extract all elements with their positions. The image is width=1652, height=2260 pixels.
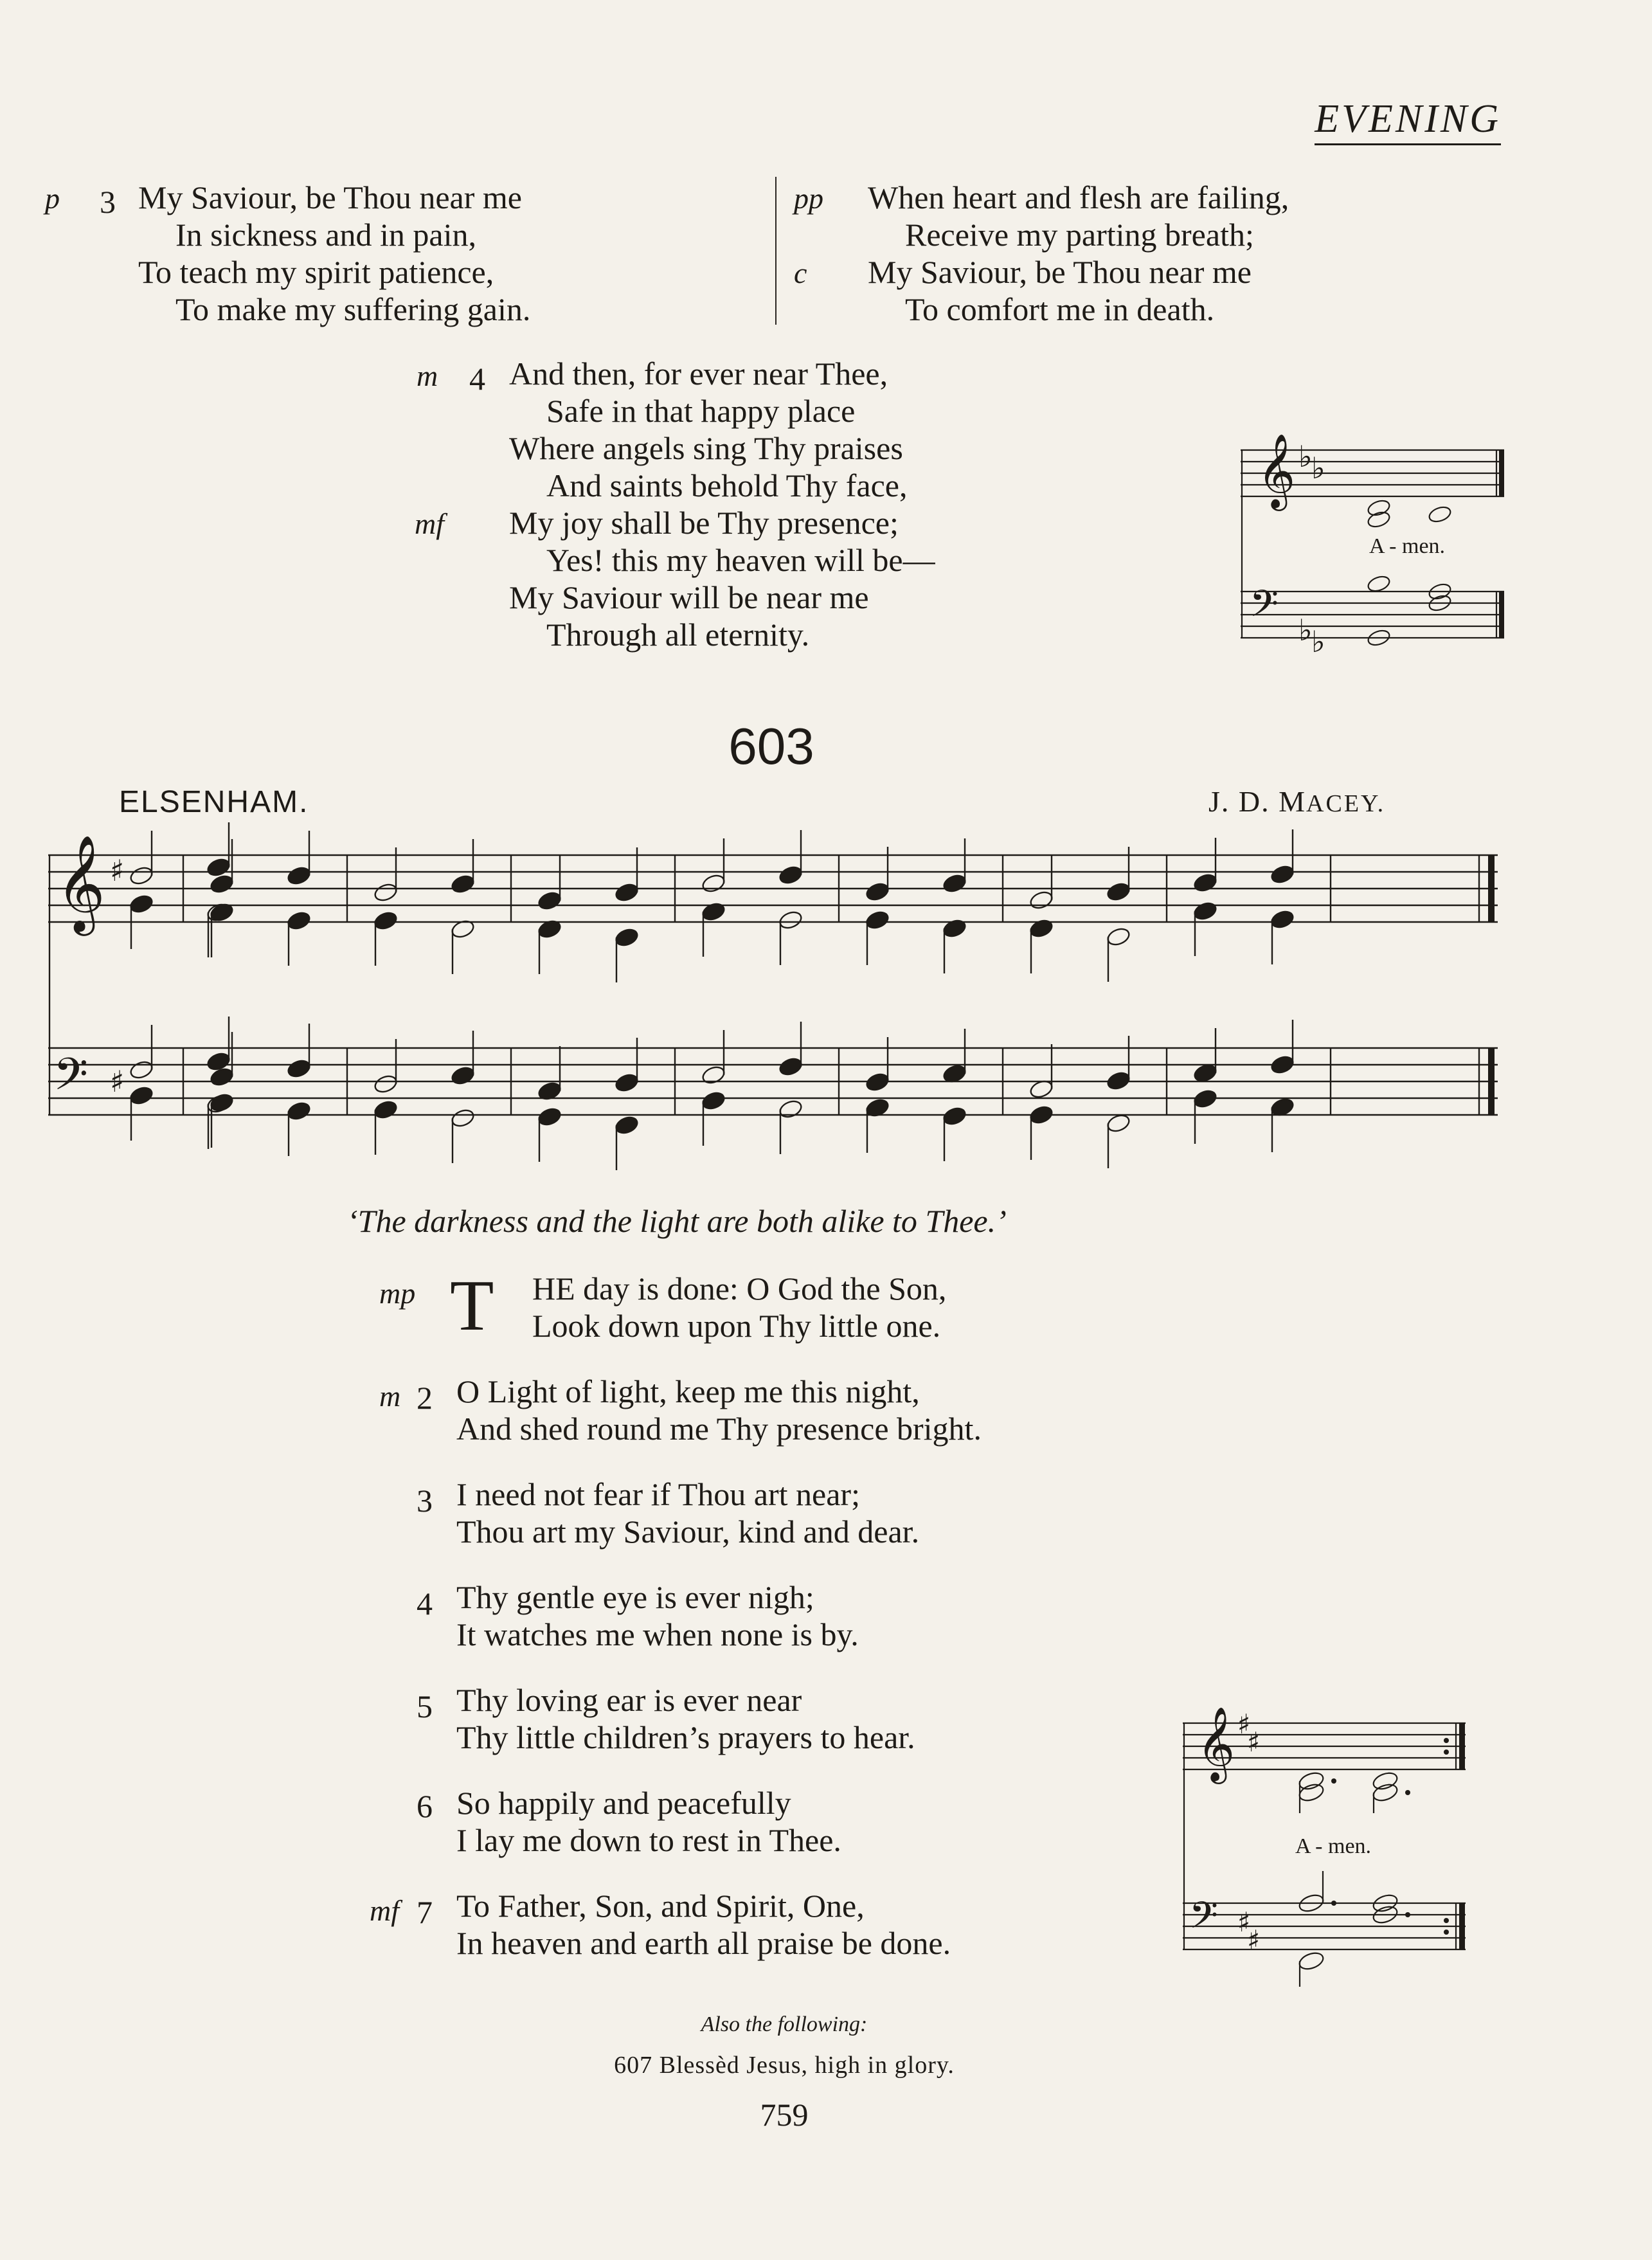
- epigraph: ‘The darkness and the light are both alike to Thee.’: [347, 1203, 1007, 1239]
- notehead: [1106, 881, 1131, 902]
- dynamic-mark: pp: [794, 182, 823, 215]
- verse-line: O Light of light, keep me this night,: [456, 1373, 920, 1409]
- stanza-2: [456, 1373, 982, 1447]
- svg-text:𝄢: 𝄢: [53, 1048, 89, 1111]
- notehead: [1270, 1054, 1295, 1075]
- notehead: [1028, 1104, 1054, 1125]
- notehead: [614, 881, 640, 903]
- svg-text:𝄞: 𝄞: [56, 834, 105, 932]
- stanza-number: 7: [417, 1894, 433, 1930]
- svg-text:♯: ♯: [110, 1064, 125, 1099]
- verse-line: My joy shall be Thy presence;: [509, 505, 899, 541]
- notehead: [942, 872, 967, 894]
- dynamic-mark: mf: [415, 507, 444, 540]
- stanza-3: [456, 1476, 919, 1550]
- notehead: [778, 909, 804, 930]
- stanza-prev-3: [138, 179, 530, 328]
- stanza-number: 6: [417, 1788, 433, 1824]
- verse-line: My Saviour, be Thou near me: [868, 254, 1252, 290]
- notehead: [701, 872, 726, 894]
- hymn-number: 603: [728, 718, 814, 775]
- verse-line: My Saviour will be near me: [509, 579, 869, 615]
- notehead: [1192, 900, 1218, 921]
- stanza-4: [456, 1578, 859, 1653]
- dynamic-mark: mf: [370, 1894, 399, 1927]
- verse-line: My Saviour, be Thou near me: [138, 179, 522, 215]
- notehead: [865, 1071, 890, 1092]
- verse-line: Thy little children’s prayers to hear.: [456, 1719, 915, 1755]
- notehead: [1270, 863, 1295, 885]
- notehead: [1028, 889, 1054, 910]
- also-following-label: Also the following:: [701, 2012, 868, 2036]
- amen-score: [1183, 1685, 1472, 1993]
- stanza-number: 4: [417, 1586, 433, 1622]
- notehead: [286, 1058, 312, 1079]
- dynamic-mark: m: [417, 359, 438, 392]
- notehead: [129, 1085, 154, 1106]
- stanza-5: [456, 1681, 915, 1756]
- tune-name: ELSENHAM.: [119, 785, 309, 819]
- notehead: [1106, 1070, 1131, 1091]
- svg-text:♯: ♯: [1237, 1708, 1251, 1740]
- dynamic-mark: c: [794, 257, 807, 289]
- verse-line: I need not fear if Thou art near;: [456, 1476, 860, 1512]
- verse-line: To make my suffering gain.: [175, 291, 531, 327]
- notehead: [701, 1064, 726, 1085]
- verse-line: Receive my parting breath;: [905, 217, 1254, 253]
- notehead: [450, 1107, 476, 1128]
- notehead: [129, 893, 154, 914]
- dynamic-mark: p: [45, 182, 60, 215]
- hymn-score: [48, 834, 1504, 1132]
- svg-text:♯: ♯: [1247, 1924, 1261, 1956]
- notehead: [778, 1098, 804, 1119]
- page-number: 759: [760, 2097, 809, 2133]
- notehead: [286, 910, 312, 931]
- also-following-item: 607 Blessèd Jesus, high in glory.: [614, 2052, 955, 2079]
- verse-line: Look down upon Thy little one.: [532, 1308, 941, 1344]
- notehead: [129, 1059, 154, 1080]
- notehead: [778, 864, 804, 885]
- notehead: [614, 1114, 640, 1135]
- verse-line: Where angels sing Thy praises: [509, 430, 903, 466]
- amen-score-prev: [1241, 433, 1511, 659]
- svg-text:♯: ♯: [1247, 1726, 1261, 1758]
- notehead: [129, 865, 154, 886]
- notehead: [1270, 909, 1295, 930]
- notehead: [286, 865, 312, 886]
- notehead: [373, 1073, 399, 1094]
- verse-line: In heaven and earth all praise be done.: [456, 1925, 951, 1961]
- notehead: [1106, 926, 1131, 947]
- verse-line: HE day is done: O God the Son,: [532, 1270, 947, 1306]
- verse-line: Safe in that happy place: [546, 393, 856, 429]
- notehead: [1192, 872, 1218, 893]
- notehead: [537, 1106, 562, 1127]
- amen-lyric: A - men.: [1369, 534, 1446, 558]
- verse-line: Thy loving ear is ever near: [456, 1682, 802, 1718]
- verse-line: It watches me when none is by.: [456, 1616, 859, 1652]
- stanza-1: [532, 1270, 946, 1344]
- notehead: [450, 873, 476, 894]
- verse-line: Thy gentle eye is ever nigh;: [456, 1579, 814, 1615]
- notehead: [865, 909, 890, 930]
- verse-line: I lay me down to rest in Thee.: [456, 1822, 841, 1858]
- dynamic-mark: mp: [379, 1277, 416, 1310]
- column-divider: [775, 177, 777, 325]
- svg-text:𝄢: 𝄢: [1189, 1894, 1219, 1946]
- notehead: [701, 901, 726, 922]
- verse-line: To Father, Son, and Spirit, One,: [456, 1888, 865, 1924]
- notehead: [373, 1099, 399, 1120]
- notehead: [209, 873, 235, 894]
- notehead: [1106, 1112, 1131, 1134]
- notehead: [373, 881, 399, 903]
- stanza-prev-4: [509, 355, 935, 653]
- notehead: [1192, 1088, 1218, 1109]
- svg-text:♯: ♯: [1237, 1906, 1251, 1938]
- composer-surname: ACEY.: [1306, 790, 1386, 817]
- notehead: [942, 1105, 967, 1126]
- stanza-number: 3: [100, 184, 116, 220]
- stanza-6: [456, 1784, 841, 1859]
- notehead: [1192, 1062, 1218, 1083]
- svg-text:𝄢: 𝄢: [1250, 582, 1279, 635]
- dynamic-mark: m: [379, 1380, 401, 1413]
- svg-text:𝄞: 𝄞: [1197, 1706, 1235, 1781]
- composer-initials: J. D. M: [1208, 785, 1307, 818]
- stanza-7: [456, 1887, 951, 1962]
- svg-text:♯: ♯: [110, 853, 125, 888]
- drop-cap: T: [450, 1266, 494, 1346]
- verse-line: To teach my spirit patience,: [138, 254, 494, 290]
- notehead: [778, 1056, 804, 1077]
- notehead: [537, 890, 562, 911]
- notehead: [865, 881, 890, 902]
- verse-line: In sickness and in pain,: [175, 217, 476, 253]
- notehead: [614, 927, 640, 948]
- verse-line: To comfort me in death.: [905, 291, 1215, 327]
- notehead: [450, 1065, 476, 1086]
- notehead: [701, 1090, 726, 1111]
- stanza-prev-3-continued: [868, 179, 1289, 328]
- notehead: [614, 1072, 640, 1093]
- notehead: [1028, 918, 1054, 939]
- verse-line: And then, for ever near Thee,: [509, 356, 888, 392]
- verse-line: So happily and peacefully: [456, 1785, 791, 1821]
- notehead: [286, 1100, 312, 1121]
- svg-text:♭: ♭: [1298, 613, 1313, 647]
- svg-text:♭: ♭: [1311, 451, 1325, 485]
- stanza-number: 2: [417, 1380, 433, 1416]
- verse-line: And shed round me Thy presence bright.: [456, 1411, 982, 1447]
- section-header: EVENING: [1315, 96, 1501, 145]
- verse-line: Thou art my Saviour, kind and dear.: [456, 1514, 920, 1550]
- stanza-number: 3: [417, 1483, 433, 1519]
- stanza-number: 4: [469, 361, 485, 397]
- verse-line: When heart and flesh are failing,: [868, 179, 1289, 215]
- notehead: [373, 910, 399, 931]
- amen-lyric: A - men.: [1295, 1834, 1372, 1858]
- svg-text:♭: ♭: [1298, 439, 1313, 474]
- verse-line: Yes! this my heaven will be—: [546, 542, 935, 578]
- svg-text:♭: ♭: [1311, 624, 1325, 659]
- svg-text:𝄞: 𝄞: [1257, 433, 1296, 508]
- verse-line: Through all eternity.: [546, 617, 810, 653]
- notehead: [942, 918, 967, 939]
- notehead: [209, 1092, 235, 1113]
- notehead: [206, 856, 231, 878]
- verse-line: And saints behold Thy face,: [546, 467, 908, 503]
- composer: [1208, 784, 1385, 818]
- stanza-number: 5: [417, 1688, 433, 1724]
